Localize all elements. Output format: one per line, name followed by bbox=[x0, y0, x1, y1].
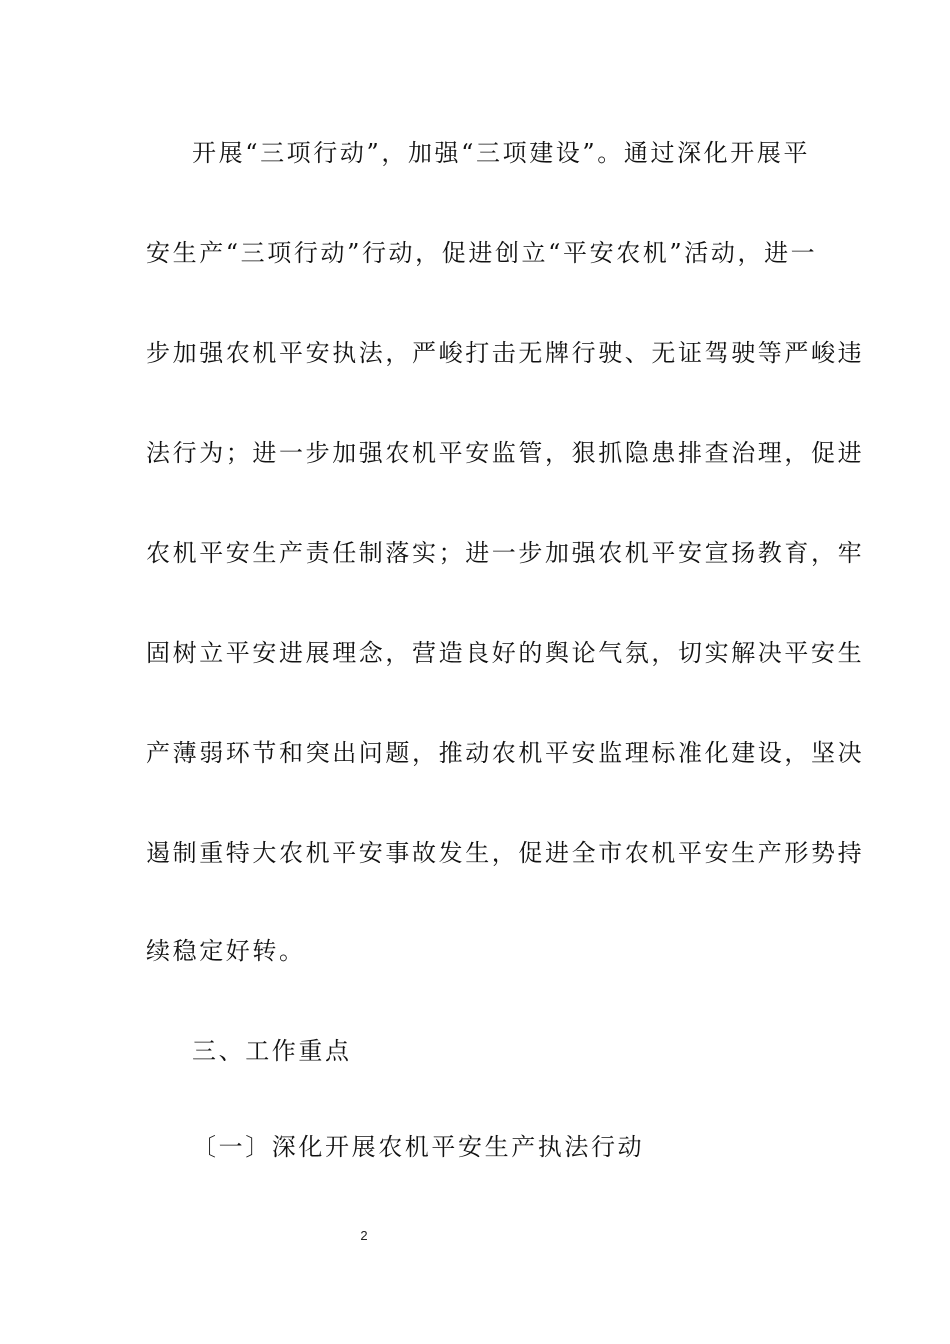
paragraph-line-9: 续稳定好转。 bbox=[146, 937, 306, 965]
paragraph-line-5: 农机平安生产责任制落实；进一步加强农机平安宣扬教育，牢 bbox=[146, 539, 865, 567]
section-heading: 三、工作重点 bbox=[192, 1037, 352, 1065]
paragraph-line-3: 步加强农机平安执法，严峻打击无牌行驶、无证驾驶等严峻违 bbox=[146, 339, 865, 367]
page-number: 2 bbox=[360, 1228, 368, 1243]
paragraph-line-2: 安生产“三项行动”行动，促进创立“平安农机”活动，进一 bbox=[146, 239, 818, 267]
paragraph-line-4: 法行为；进一步加强农机平安监管，狠抓隐患排查治理，促进 bbox=[146, 439, 865, 467]
paragraph-line-7: 产薄弱环节和突出问题，推动农机平安监理标准化建设，坚决 bbox=[146, 739, 865, 767]
subsection-heading: 〔一〕深化开展农机平安生产执法行动 bbox=[192, 1133, 645, 1161]
paragraph-line-8: 遏制重特大农机平安事故发生，促进全市农机平安生产形势持 bbox=[146, 839, 865, 867]
paragraph-line-1: 开展“三项行动”，加强“三项建设”。通过深化开展平 bbox=[192, 139, 811, 167]
paragraph-line-6: 固树立平安进展理念，营造良好的舆论气氛，切实解决平安生 bbox=[146, 639, 865, 667]
